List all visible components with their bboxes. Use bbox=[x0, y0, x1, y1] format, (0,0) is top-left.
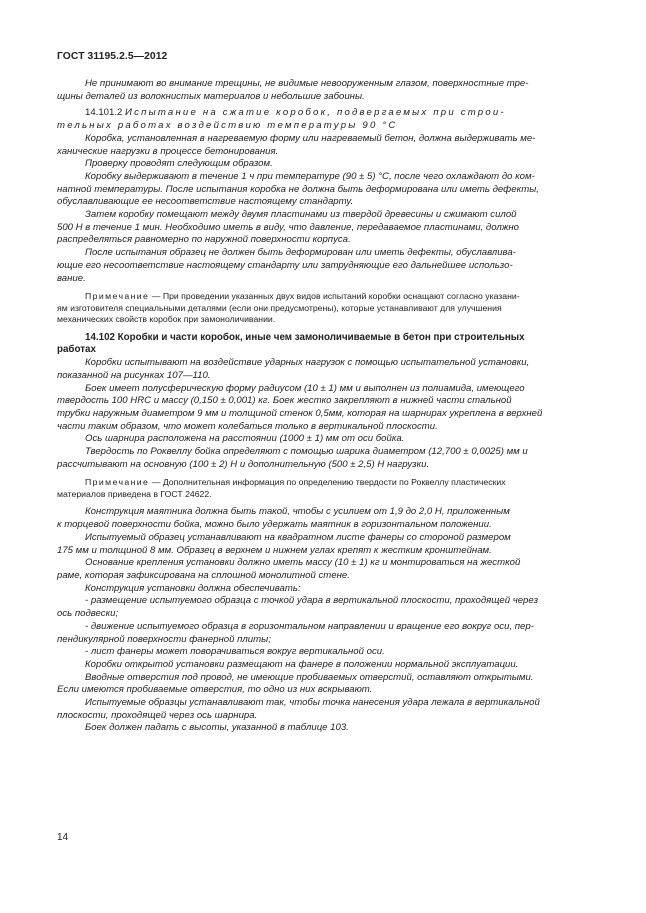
paragraph-line: плоскости, проходящей через ось шарнира. bbox=[57, 709, 258, 721]
note-text: — Дополнительная информация по определению твердости по Роквеллу пластических bbox=[151, 477, 506, 488]
paragraph-line: ющие его несоответствие настоящему стандарту или затрудняющие его дальнейшее использо- bbox=[57, 259, 513, 271]
note-line: ям изготовителя специальными деталями (если они предусмотрены), которые устанавливают для улучшения bbox=[57, 302, 502, 313]
paragraph-line: Коробки испытывают на воздействие ударных нагрузок с помощью испытательной установки, bbox=[85, 357, 530, 369]
section-heading-cont: работах bbox=[57, 344, 96, 356]
paragraph-line: щины деталей из волокнистых материалов и небольшие забоины. bbox=[57, 90, 365, 102]
note-block bbox=[57, 477, 589, 500]
note-block bbox=[57, 291, 589, 326]
list-item-cont: ось подвески; bbox=[57, 608, 119, 620]
paragraph-line: Основание крепления установки должно иметь массу (10 ± 1) кг и монтироваться на жесткой bbox=[85, 557, 521, 569]
paragraph-line: к торцевой поверхности бойка, можно было удержать маятник в горизонтальном положении. bbox=[57, 519, 492, 531]
paragraph-line: Проверку проводят следующим образом. bbox=[85, 158, 273, 170]
paragraph-line: Боек должен падать с высоты, указанной в таблице 103. bbox=[85, 722, 349, 734]
page-number: 14 bbox=[57, 832, 69, 843]
section-heading: 14.102 Коробки и части коробок, иные чем замоноличиваемые в бетон при строительных bbox=[85, 331, 525, 343]
paragraph-line: вание. bbox=[57, 272, 86, 284]
subsection-title: Испытание на сжатие коробок, подвергаемых при строи- bbox=[125, 107, 506, 119]
paragraph-line: раме, которая зафиксирована на сплошной монолитной стене. bbox=[57, 570, 350, 581]
paragraph-line: показанной на рисунках 107—110. bbox=[57, 369, 211, 381]
paragraph-line: части таким образом, что может колебаться только в вертикальной плоскости. bbox=[57, 420, 438, 432]
note-line bbox=[57, 291, 589, 303]
note-label: Примечание bbox=[85, 477, 150, 488]
subsection-title-cont: тельных работах воздействию температуры 90 °С bbox=[57, 120, 398, 132]
paragraph-line: трубки наружным диаметром 9 мм и толщиной стенок 0,5мм, которая на шарнирах укреплена в верхней bbox=[57, 407, 543, 419]
paragraph-line: Не принимают во внимание трещины, не видимые невооруженным глазом, поверхностные тре- bbox=[85, 78, 529, 89]
paragraph-line: Конструкция установки должна обеспечивать: bbox=[85, 582, 301, 594]
list-item: - лист фанеры может поворачиваться вокруг вертикальной оси. bbox=[85, 646, 385, 658]
paragraph-line: 500 Н в течение 1 мин. Необходимо иметь в виду, что давление, передаваемое пластинами, должно bbox=[57, 221, 519, 233]
note-line bbox=[57, 477, 589, 489]
paragraph-line: Коробка, установленная в нагреваемую форму или нагреваемый бетон, должна выдерживать ме- bbox=[85, 132, 536, 144]
paragraph-line: 175 мм и толщиной 8 мм. Образец в верхнем и нижнем углах крепят к жестким кронштейнам. bbox=[57, 544, 492, 556]
paragraph-line: Ось шарнира расположена на расстоянии (1000 ± 1) мм от оси бойка. bbox=[85, 433, 405, 445]
note-text: — При проведении указанных двух видов испытаний коробки оснащают согласно указани- bbox=[151, 291, 520, 302]
page-header-standard: ГОСТ 31195.2.5—2012 bbox=[57, 51, 168, 62]
note-line: механических свойств коробок при замоноличивании. bbox=[57, 314, 276, 325]
paragraph-line: Если имеются пробиваемые отверстия, то одно из них вскрывают. bbox=[57, 684, 373, 696]
subsection-heading bbox=[57, 107, 589, 120]
paragraph-line: твердость 100 HRC и массу (0,150 ± 0,001) кг. Боек жестко закрепляют в нижней части стальной bbox=[57, 395, 512, 407]
list-item: - движение испытуемого образца в горизонтальном направлении и вращение его вокруг оси, пер- bbox=[85, 620, 534, 632]
paragraph-line: Коробку выдерживают в течение 1 ч при температуре (90 ± 5) °С, после чего охлаждают до ком- bbox=[85, 170, 535, 182]
paragraph-line: Вводные отверстия под провод, не имеющие пробиваемых отверстий, оставляют открытыми. bbox=[85, 671, 534, 683]
paragraph-line: Конструкция маятника должна быть такой, чтобы с усилием от 1,9 до 2,0 Н, приложенным bbox=[85, 506, 510, 518]
paragraph-line: Твердость по Роквеллу бойка определяют с помощью шарика диаметром (12,700 ± 0,0025) мм и bbox=[85, 446, 528, 458]
paragraph-line: рассчитывают на основную (100 ± 2) Н и дополнительную (500 ± 2,5) Н нагрузки. bbox=[57, 458, 430, 470]
paragraph-line: После испытания образец не должен быть деформирован или иметь дефекты, обуславлива- bbox=[85, 247, 516, 259]
paragraph-line: Испытуемые образцы устанавливают так, чтобы точка нанесения удара лежала в вертикальной bbox=[85, 697, 540, 709]
paragraph-line: Коробки открытой установки размещают на фанере в положении нормальной эксплуатации. bbox=[85, 658, 519, 670]
paragraph-line: натной температуры. После испытания коробка не должна быть деформирована или иметь дефекты, bbox=[57, 183, 539, 195]
paragraph-line: Боек имеет полусферическую форму радиусом (10 ± 1) мм и выполнен из полиамида, имеющего bbox=[85, 382, 525, 394]
paragraph-line: распределяться равномерно по наружной поверхности корпуса. bbox=[57, 234, 351, 246]
subsection-number: 14.101.2 bbox=[85, 107, 123, 119]
paragraph-line: обуславливающие ее несоответствие настоящему стандарту. bbox=[57, 196, 354, 208]
document-body bbox=[57, 78, 589, 735]
note-label: Примечание bbox=[85, 291, 150, 302]
paragraph-line: ханические нагрузки в процессе бетонирования. bbox=[57, 145, 279, 157]
list-item: - размещение испытуемого образца с точкой удара в вертикальной плоскости, проходящей через bbox=[85, 595, 539, 607]
list-item-cont: пендикулярной поверхности фанерной плиты; bbox=[57, 633, 271, 645]
paragraph-line: Затем коробку помещают между двумя пластинами из твердой древесины и сжимают силой bbox=[85, 209, 517, 221]
note-line: материалов приведена в ГОСТ 24622. bbox=[57, 488, 212, 499]
paragraph-line: Испытуемый образец устанавливают на квадратном листе фанеры со стороной размером bbox=[85, 531, 511, 543]
